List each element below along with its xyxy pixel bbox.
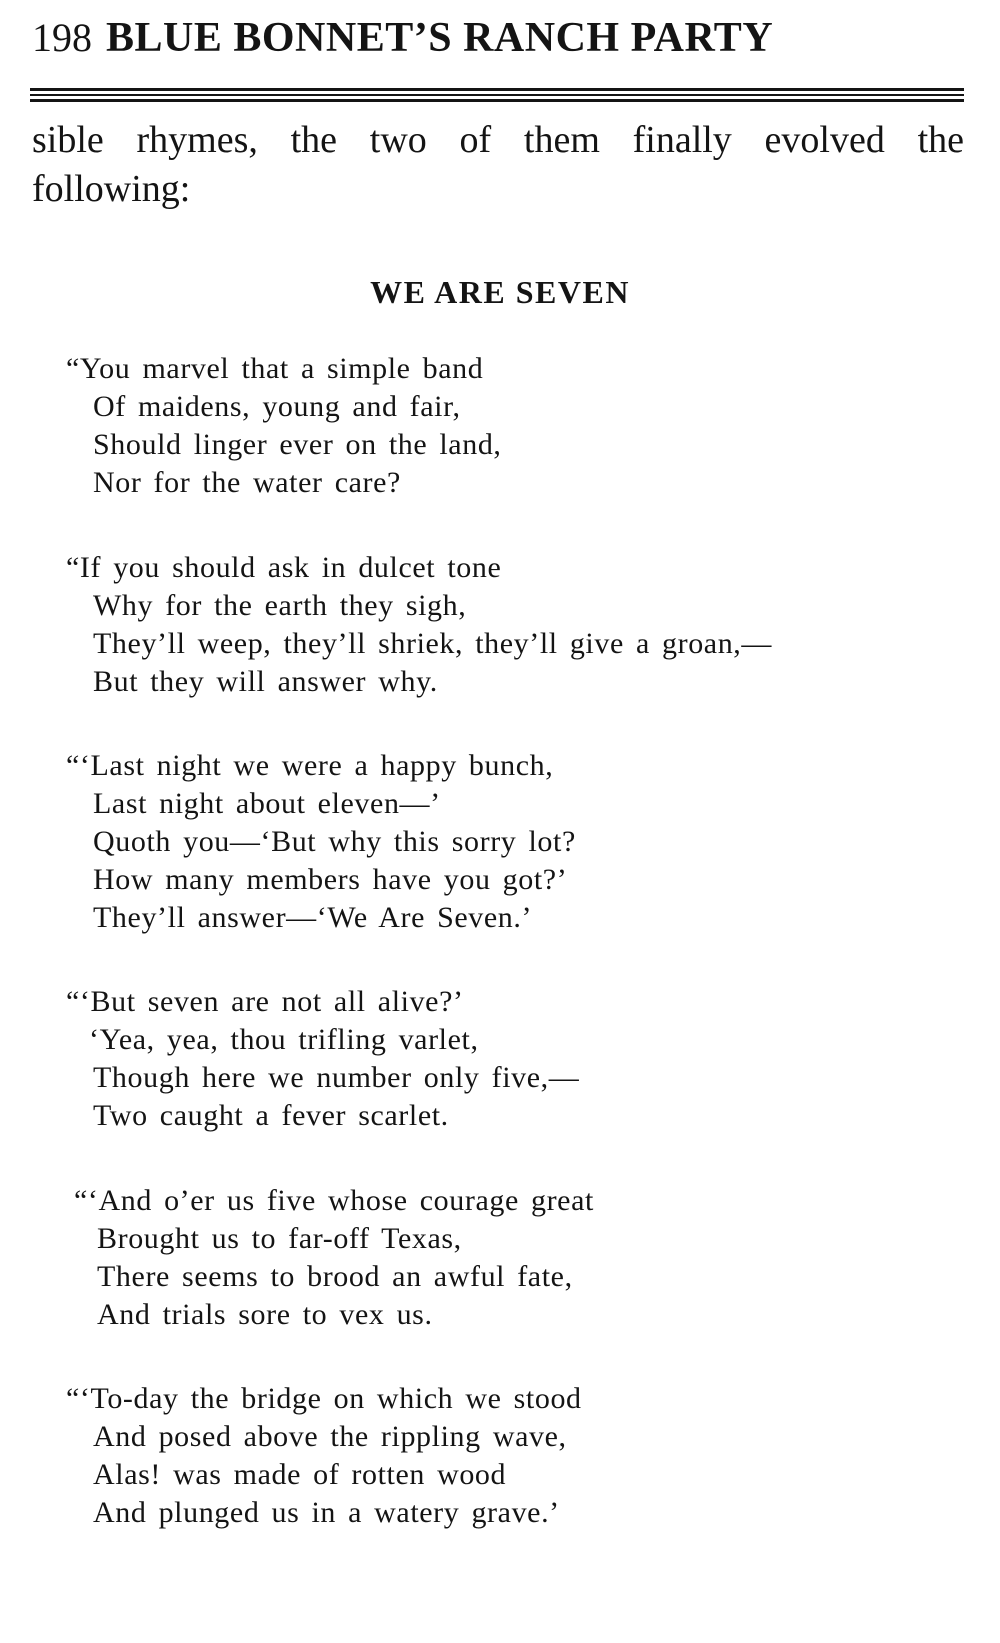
prose-line: sible rhymes, the two of them finally evolved the (32, 119, 964, 161)
poem-line: Of maidens, young and fair, (93, 390, 461, 423)
prose-line: following: (32, 168, 191, 210)
poem-line: “‘To-day the bridge on which we stood (66, 1382, 582, 1415)
poem-line: How many members have you got?’ (93, 863, 568, 896)
poem-stanza-6 (66, 1380, 582, 1532)
header-rule (30, 94, 964, 96)
page-header (32, 14, 962, 74)
poem-line: Brought us to far-off Texas, (97, 1222, 462, 1255)
poem-stanza-5 (74, 1182, 594, 1334)
page-number: 198 (32, 15, 92, 60)
poem-line: And posed above the rippling wave, (93, 1420, 567, 1453)
poem-stanza-2 (66, 549, 772, 701)
poem-line: Though here we number only five,— (93, 1061, 580, 1094)
header-rule (30, 88, 964, 91)
poem-line: Nor for the water care? (93, 466, 401, 499)
poem-line: But they will answer why. (93, 665, 438, 698)
poem-line: Why for the earth they sigh, (93, 589, 467, 622)
poem-line: Alas! was made of rotten wood (93, 1458, 507, 1491)
poem-line: Quoth you—‘But why this sorry lot? (93, 825, 576, 858)
poem-line: “‘Last night we were a happy bunch, (66, 749, 554, 782)
poem-line: “‘But seven are not all alive?’ (66, 985, 464, 1018)
poem-stanza-1 (66, 350, 502, 502)
poem-line: They’ll answer—‘We Are Seven.’ (93, 901, 533, 934)
poem-line: They’ll weep, they’ll shriek, they’ll give a groan,— (93, 627, 773, 660)
poem-line: Should linger ever on the land, (93, 428, 502, 461)
poem-title: WE ARE SEVEN (370, 274, 630, 310)
poem-stanza-3 (66, 747, 576, 937)
poem-line: And plunged us in a watery grave.’ (93, 1496, 560, 1529)
header-rule (30, 99, 964, 102)
poem-line: And trials sore to vex us. (97, 1298, 433, 1331)
poem-line: Last night about eleven—’ (93, 787, 441, 820)
poem-line: Two caught a fever scarlet. (93, 1099, 449, 1132)
running-head: BLUE BONNET’S RANCH PARTY (106, 15, 774, 61)
poem-line: “If you should ask in dulcet tone (66, 551, 502, 584)
poem-line: ‘Yea, yea, thou trifling varlet, (89, 1023, 479, 1056)
prose-paragraph (32, 116, 964, 214)
poem-line: “You marvel that a simple band (66, 352, 484, 385)
poem-stanza-4 (66, 983, 579, 1135)
poem-line: There seems to brood an awful fate, (97, 1260, 573, 1293)
poem-line: “‘And o’er us five whose courage great (74, 1184, 594, 1217)
